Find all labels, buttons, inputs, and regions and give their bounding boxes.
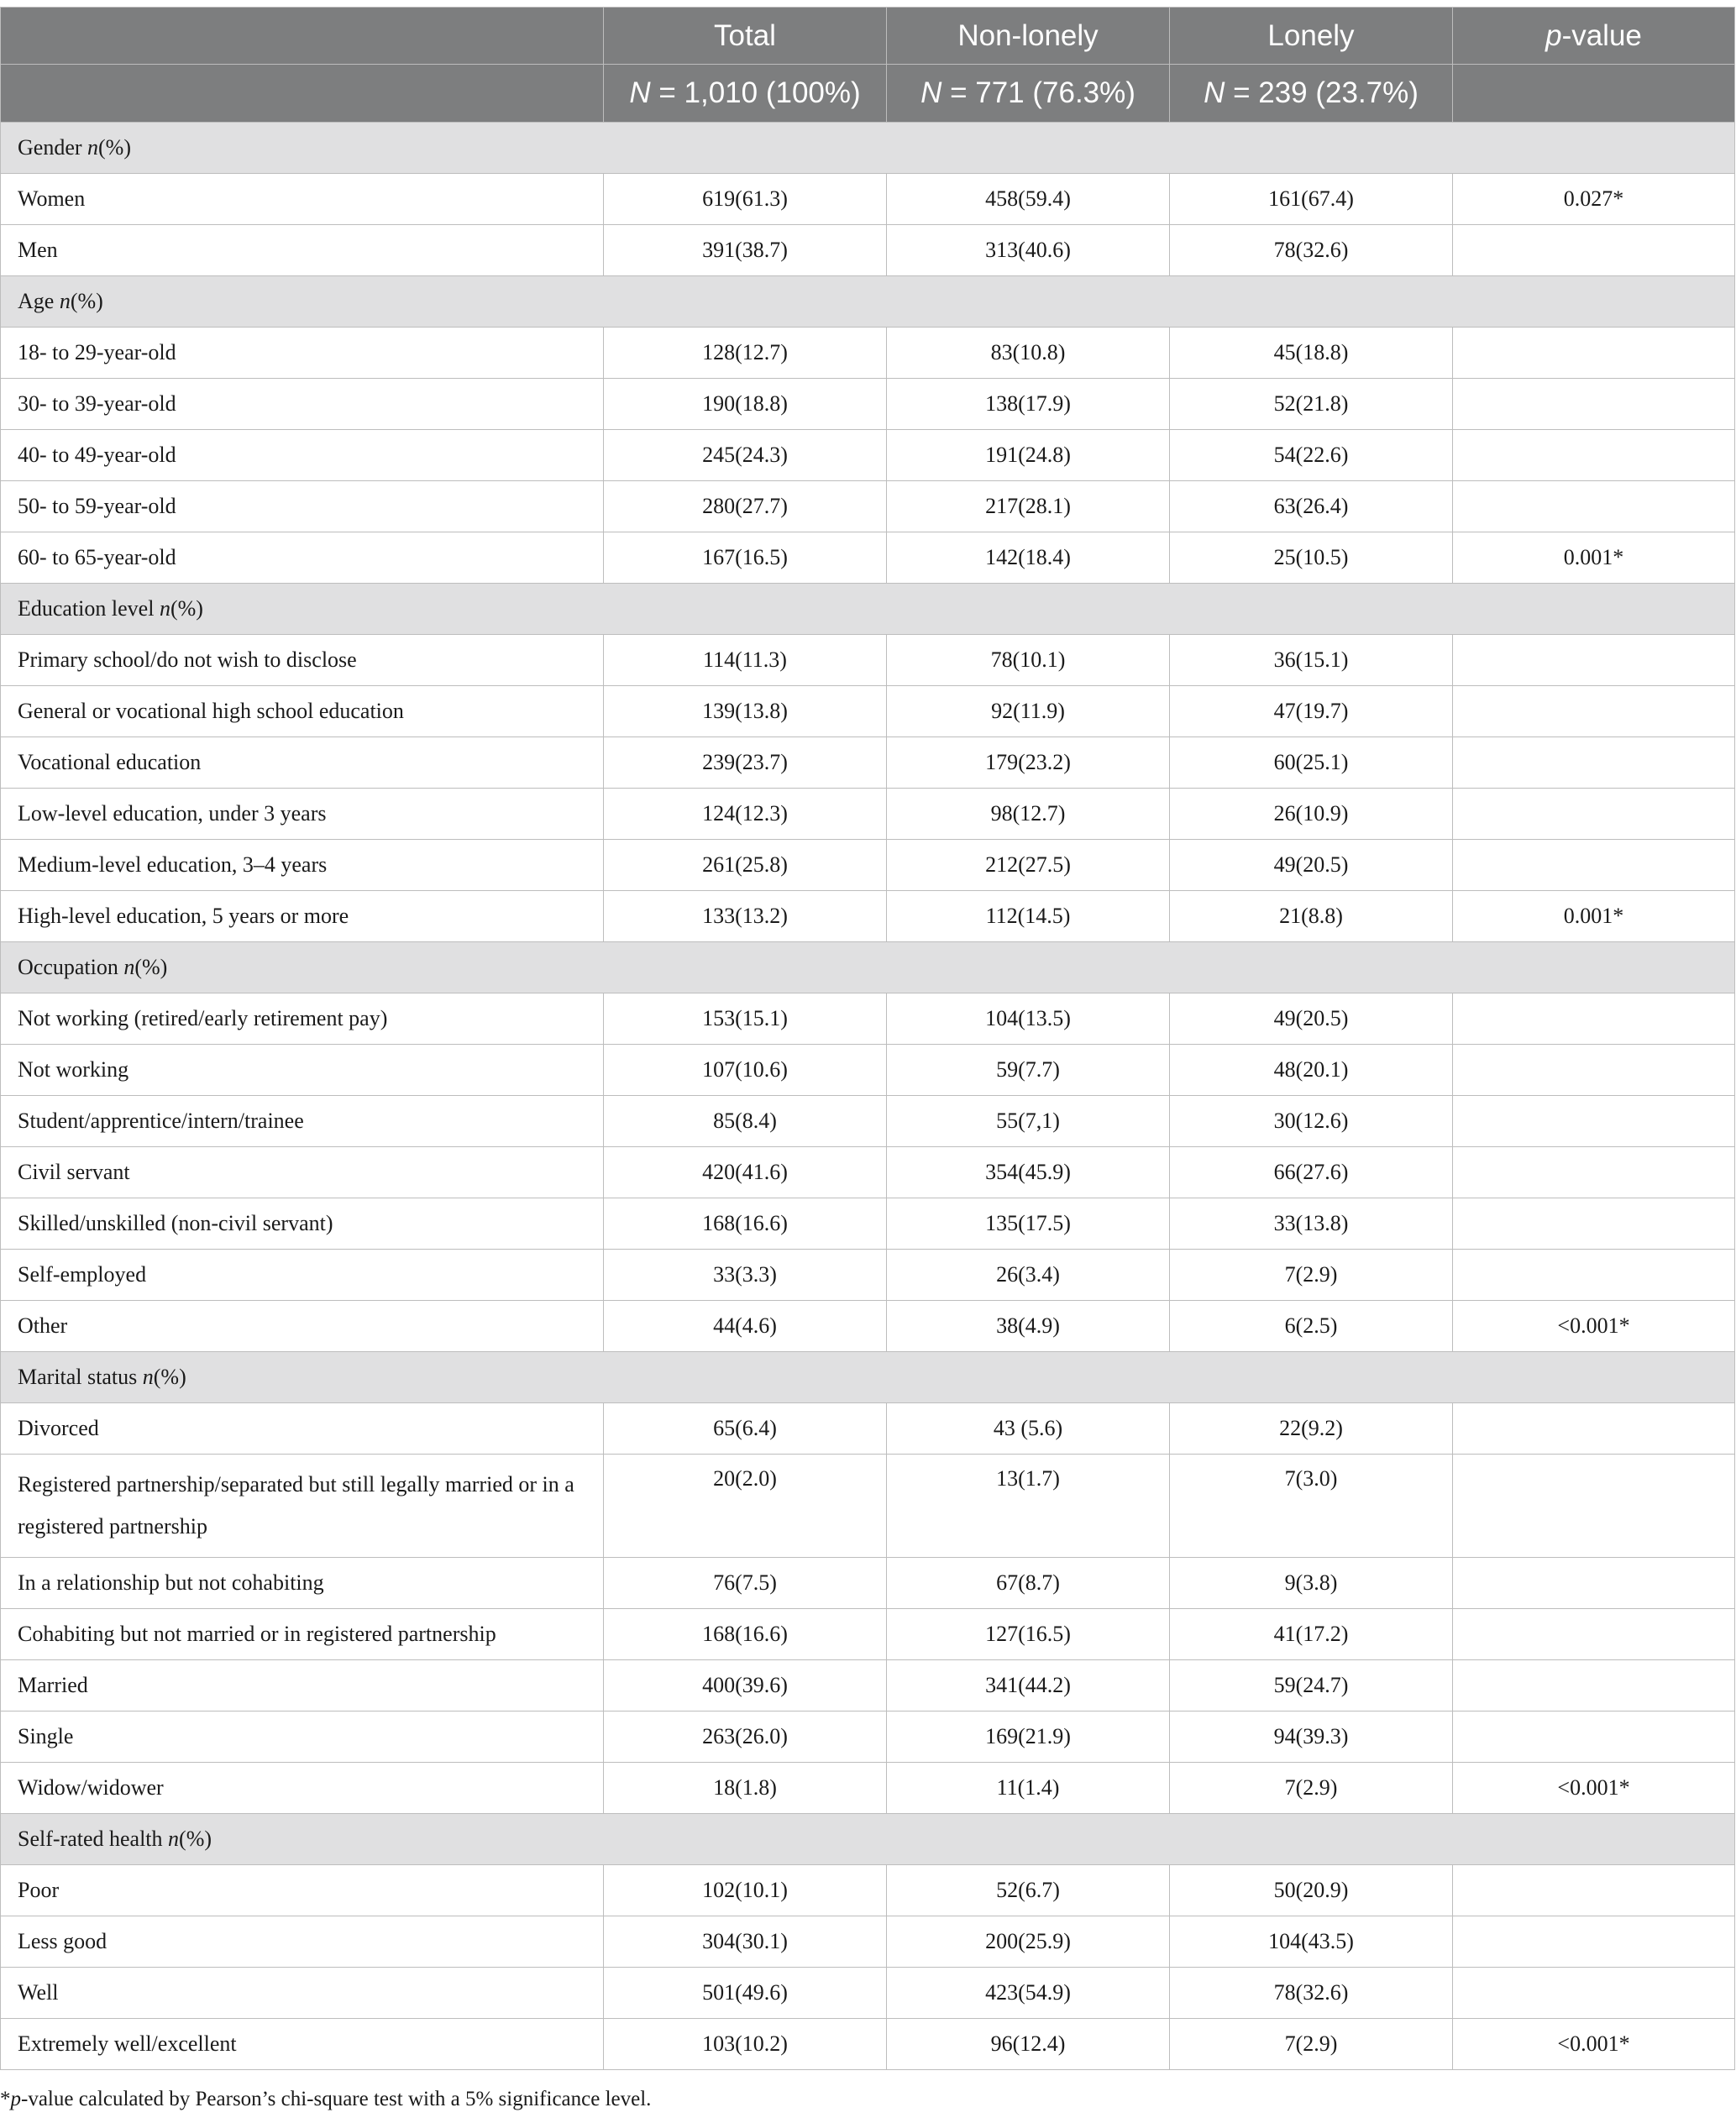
cell-lonely: 21(8.8) [1170, 891, 1453, 942]
cell-total: 33(3.3) [604, 1250, 887, 1301]
table-row [1, 2019, 1735, 2070]
header-p-value [1453, 8, 1735, 65]
section-row [1, 123, 1735, 174]
table-body [1, 123, 1735, 2070]
cell-non-lonely: 212(27.5) [887, 840, 1170, 891]
cell-total: 153(15.1) [604, 993, 887, 1045]
cell-label: Extremely well/excellent [1, 2019, 604, 2070]
section-title [1, 1352, 1735, 1403]
cell-non-lonely: 200(25.9) [887, 1916, 1170, 1968]
header-n-non-lonely-rest: = 771 (76.3%) [941, 76, 1135, 109]
cell-total: 168(16.6) [604, 1609, 887, 1660]
cell-total: 501(49.6) [604, 1968, 887, 2019]
section-row [1, 1814, 1735, 1865]
cell-non-lonely: 135(17.5) [887, 1198, 1170, 1250]
table-row [1, 1403, 1735, 1455]
cell-p-value: <0.001* [1453, 1763, 1735, 1814]
header-n-lonely [1170, 65, 1453, 123]
cell-total: 280(27.7) [604, 481, 887, 532]
table-row [1, 481, 1735, 532]
table-row [1, 686, 1735, 737]
cell-label: General or vocational high school education [1, 686, 604, 737]
cell-p-value [1453, 1916, 1735, 1968]
cell-lonely: 45(18.8) [1170, 328, 1453, 379]
cell-lonely: 78(32.6) [1170, 1968, 1453, 2019]
cell-non-lonely: 341(44.2) [887, 1660, 1170, 1712]
cell-lonely: 7(2.9) [1170, 2019, 1453, 2070]
cell-total: 261(25.8) [604, 840, 887, 891]
section-n-label: n [159, 596, 170, 621]
cell-total: 20(2.0) [604, 1455, 887, 1558]
cell-p-value [1453, 430, 1735, 481]
header-p-italic: p [1545, 18, 1562, 52]
cell-label: Not working (retired/early retirement pay) [1, 993, 604, 1045]
footnote-p: p [10, 2088, 21, 2110]
cell-total: 44(4.6) [604, 1301, 887, 1352]
header-p-rest: -value [1561, 18, 1642, 52]
cell-total: 85(8.4) [604, 1096, 887, 1147]
header-blank-3 [1453, 65, 1735, 123]
cell-label: Vocational education [1, 737, 604, 789]
section-pct-label: (%) [70, 289, 103, 313]
table-row [1, 1198, 1735, 1250]
cell-non-lonely: 78(10.1) [887, 635, 1170, 686]
section-row [1, 276, 1735, 328]
table-row [1, 1096, 1735, 1147]
cell-non-lonely: 26(3.4) [887, 1250, 1170, 1301]
cell-non-lonely: 423(54.9) [887, 1968, 1170, 2019]
cell-lonely: 59(24.7) [1170, 1660, 1453, 1712]
cell-total: 107(10.6) [604, 1045, 887, 1096]
cell-total: 102(10.1) [604, 1865, 887, 1916]
cell-lonely: 50(20.9) [1170, 1865, 1453, 1916]
table-row [1, 1301, 1735, 1352]
cell-label: Low-level education, under 3 years [1, 789, 604, 840]
cell-total: 190(18.8) [604, 379, 887, 430]
table-row [1, 1763, 1735, 1814]
cell-total: 65(6.4) [604, 1403, 887, 1455]
cell-non-lonely: 55(7,1) [887, 1096, 1170, 1147]
cell-lonely: 9(3.8) [1170, 1558, 1453, 1609]
cell-non-lonely: 104(13.5) [887, 993, 1170, 1045]
section-title [1, 1814, 1735, 1865]
cell-non-lonely: 96(12.4) [887, 2019, 1170, 2070]
cell-p-value: <0.001* [1453, 2019, 1735, 2070]
table-row [1, 174, 1735, 225]
cell-non-lonely: 67(8.7) [887, 1558, 1170, 1609]
cell-total: 76(7.5) [604, 1558, 887, 1609]
cell-non-lonely: 169(21.9) [887, 1712, 1170, 1763]
cell-lonely: 49(20.5) [1170, 993, 1453, 1045]
cell-p-value [1453, 481, 1735, 532]
cell-lonely: 63(26.4) [1170, 481, 1453, 532]
cell-non-lonely: 11(1.4) [887, 1763, 1170, 1814]
cell-lonely: 52(21.8) [1170, 379, 1453, 430]
cell-p-value [1453, 1968, 1735, 2019]
cell-p-value [1453, 737, 1735, 789]
header-non-lonely: Non-lonely [887, 8, 1170, 65]
cell-total: 139(13.8) [604, 686, 887, 737]
cell-label: 60- to 65-year-old [1, 532, 604, 584]
cell-total: 391(38.7) [604, 225, 887, 276]
cell-non-lonely: 13(1.7) [887, 1455, 1170, 1558]
cell-non-lonely: 191(24.8) [887, 430, 1170, 481]
cell-p-value: 0.001* [1453, 891, 1735, 942]
cell-lonely: 161(67.4) [1170, 174, 1453, 225]
section-title-text: Education level [18, 596, 155, 621]
cell-lonely: 7(2.9) [1170, 1250, 1453, 1301]
cell-p-value: 0.027* [1453, 174, 1735, 225]
cell-label: Not working [1, 1045, 604, 1096]
cell-non-lonely: 142(18.4) [887, 532, 1170, 584]
demographics-table [0, 7, 1735, 2070]
section-pct-label: (%) [170, 596, 203, 621]
cell-lonely: 104(43.5) [1170, 1916, 1453, 1968]
table-row [1, 1558, 1735, 1609]
cell-non-lonely: 138(17.9) [887, 379, 1170, 430]
cell-label: Registered partnership/separated but still legally married or in a registered partnership [1, 1455, 604, 1558]
cell-label: Women [1, 174, 604, 225]
table-row [1, 1609, 1735, 1660]
table-row [1, 891, 1735, 942]
cell-label: Medium-level education, 3–4 years [1, 840, 604, 891]
cell-lonely: 66(27.6) [1170, 1147, 1453, 1198]
table-row [1, 1968, 1735, 2019]
section-title [1, 942, 1735, 993]
table-row [1, 1045, 1735, 1096]
header-n-total [604, 65, 887, 123]
header-n-total-rest: = 1,010 (100%) [650, 76, 861, 109]
section-pct-label: (%) [98, 135, 131, 160]
header-lonely: Lonely [1170, 8, 1453, 65]
section-n-label: n [59, 289, 71, 313]
table-row [1, 1916, 1735, 1968]
header-row-1 [1, 8, 1735, 65]
footnote-text: -value calculated by Pearson’s chi-square test with a 5% significance level. [21, 2088, 652, 2110]
cell-non-lonely: 38(4.9) [887, 1301, 1170, 1352]
cell-p-value [1453, 1403, 1735, 1455]
cell-non-lonely: 127(16.5) [887, 1609, 1170, 1660]
cell-non-lonely: 92(11.9) [887, 686, 1170, 737]
table-row [1, 1712, 1735, 1763]
cell-label: Other [1, 1301, 604, 1352]
cell-p-value [1453, 1660, 1735, 1712]
cell-p-value: 0.001* [1453, 532, 1735, 584]
cell-label: Skilled/unskilled (non-civil servant) [1, 1198, 604, 1250]
cell-p-value [1453, 1147, 1735, 1198]
table-row [1, 225, 1735, 276]
section-title-text: Age [18, 289, 55, 313]
cell-label: Cohabiting but not married or in registered partnership [1, 1609, 604, 1660]
cell-lonely: 26(10.9) [1170, 789, 1453, 840]
cell-label: In a relationship but not cohabiting [1, 1558, 604, 1609]
cell-total: 103(10.2) [604, 2019, 887, 2070]
cell-p-value [1453, 379, 1735, 430]
table-row [1, 635, 1735, 686]
cell-label: 30- to 39-year-old [1, 379, 604, 430]
section-title-text: Marital status [18, 1365, 138, 1389]
cell-p-value [1453, 635, 1735, 686]
header-blank [1, 8, 604, 65]
cell-lonely: 94(39.3) [1170, 1712, 1453, 1763]
cell-p-value [1453, 1609, 1735, 1660]
table-container [0, 7, 1736, 2070]
cell-p-value [1453, 328, 1735, 379]
section-n-label: n [87, 135, 99, 160]
header-n-non-lonely-n: N [920, 76, 942, 109]
table-row [1, 379, 1735, 430]
section-title [1, 123, 1735, 174]
cell-total: 304(30.1) [604, 1916, 887, 1968]
section-n-label: n [142, 1365, 154, 1389]
section-title-text: Gender [18, 135, 82, 160]
cell-p-value [1453, 1198, 1735, 1250]
section-n-label: n [168, 1827, 180, 1851]
section-pct-label: (%) [153, 1365, 186, 1389]
table-row [1, 532, 1735, 584]
cell-non-lonely: 59(7.7) [887, 1045, 1170, 1096]
cell-label: Well [1, 1968, 604, 2019]
header-n-lonely-rest: = 239 (23.7%) [1225, 76, 1419, 109]
cell-label: 40- to 49-year-old [1, 430, 604, 481]
cell-p-value [1453, 840, 1735, 891]
cell-total: 420(41.6) [604, 1147, 887, 1198]
cell-p-value [1453, 789, 1735, 840]
cell-non-lonely: 313(40.6) [887, 225, 1170, 276]
cell-label: 18- to 29-year-old [1, 328, 604, 379]
cell-total: 400(39.6) [604, 1660, 887, 1712]
header-n-non-lonely [887, 65, 1170, 123]
cell-lonely: 48(20.1) [1170, 1045, 1453, 1096]
cell-non-lonely: 83(10.8) [887, 328, 1170, 379]
cell-p-value [1453, 1250, 1735, 1301]
cell-label: Self-employed [1, 1250, 604, 1301]
cell-label: Widow/widower [1, 1763, 604, 1814]
cell-p-value [1453, 993, 1735, 1045]
header-total: Total [604, 8, 887, 65]
cell-p-value [1453, 1558, 1735, 1609]
cell-non-lonely: 354(45.9) [887, 1147, 1170, 1198]
cell-non-lonely: 458(59.4) [887, 174, 1170, 225]
cell-p-value [1453, 686, 1735, 737]
cell-total: 245(24.3) [604, 430, 887, 481]
cell-label: Divorced [1, 1403, 604, 1455]
section-title-text: Self-rated health [18, 1827, 163, 1851]
cell-label: High-level education, 5 years or more [1, 891, 604, 942]
cell-lonely: 6(2.5) [1170, 1301, 1453, 1352]
table-row [1, 1147, 1735, 1198]
section-row [1, 1352, 1735, 1403]
table-row [1, 1455, 1735, 1558]
section-row [1, 584, 1735, 635]
cell-total: 239(23.7) [604, 737, 887, 789]
table-header [1, 8, 1735, 123]
cell-label: Married [1, 1660, 604, 1712]
table-row [1, 993, 1735, 1045]
cell-label: Men [1, 225, 604, 276]
section-row [1, 942, 1735, 993]
cell-lonely: 25(10.5) [1170, 532, 1453, 584]
cell-lonely: 78(32.6) [1170, 225, 1453, 276]
cell-p-value [1453, 1712, 1735, 1763]
cell-label: Less good [1, 1916, 604, 1968]
section-pct-label: (%) [134, 955, 168, 979]
cell-total: 124(12.3) [604, 789, 887, 840]
cell-non-lonely: 98(12.7) [887, 789, 1170, 840]
header-n-total-n: N [629, 76, 651, 109]
cell-lonely: 7(3.0) [1170, 1455, 1453, 1558]
cell-label: Student/apprentice/intern/trainee [1, 1096, 604, 1147]
cell-non-lonely: 217(28.1) [887, 481, 1170, 532]
cell-lonely: 36(15.1) [1170, 635, 1453, 686]
footnote [0, 2088, 651, 2111]
cell-p-value [1453, 1045, 1735, 1096]
table-row [1, 430, 1735, 481]
cell-label: Primary school/do not wish to disclose [1, 635, 604, 686]
cell-p-value [1453, 225, 1735, 276]
section-title-text: Occupation [18, 955, 118, 979]
cell-lonely: 22(9.2) [1170, 1403, 1453, 1455]
cell-total: 133(13.2) [604, 891, 887, 942]
section-pct-label: (%) [179, 1827, 212, 1851]
cell-p-value [1453, 1865, 1735, 1916]
cell-label: 50- to 59-year-old [1, 481, 604, 532]
cell-total: 18(1.8) [604, 1763, 887, 1814]
table-row [1, 1865, 1735, 1916]
section-title [1, 584, 1735, 635]
cell-non-lonely: 43 (5.6) [887, 1403, 1170, 1455]
cell-lonely: 49(20.5) [1170, 840, 1453, 891]
table-row [1, 1250, 1735, 1301]
cell-non-lonely: 179(23.2) [887, 737, 1170, 789]
table-row [1, 789, 1735, 840]
header-n-lonely-n: N [1204, 76, 1225, 109]
cell-lonely: 30(12.6) [1170, 1096, 1453, 1147]
table-row [1, 1660, 1735, 1712]
cell-non-lonely: 52(6.7) [887, 1865, 1170, 1916]
cell-total: 263(26.0) [604, 1712, 887, 1763]
table-row [1, 840, 1735, 891]
cell-total: 619(61.3) [604, 174, 887, 225]
cell-total: 167(16.5) [604, 532, 887, 584]
cell-lonely: 7(2.9) [1170, 1763, 1453, 1814]
cell-p-value [1453, 1096, 1735, 1147]
cell-label: Civil servant [1, 1147, 604, 1198]
table-row [1, 737, 1735, 789]
header-row-2 [1, 65, 1735, 123]
cell-lonely: 47(19.7) [1170, 686, 1453, 737]
section-title [1, 276, 1735, 328]
cell-lonely: 54(22.6) [1170, 430, 1453, 481]
cell-total: 168(16.6) [604, 1198, 887, 1250]
footnote-star: * [0, 2088, 11, 2110]
section-n-label: n [123, 955, 135, 979]
cell-lonely: 33(13.8) [1170, 1198, 1453, 1250]
cell-label: Poor [1, 1865, 604, 1916]
cell-lonely: 41(17.2) [1170, 1609, 1453, 1660]
cell-total: 128(12.7) [604, 328, 887, 379]
cell-p-value: <0.001* [1453, 1301, 1735, 1352]
cell-non-lonely: 112(14.5) [887, 891, 1170, 942]
table-row [1, 328, 1735, 379]
header-blank-2 [1, 65, 604, 123]
cell-lonely: 60(25.1) [1170, 737, 1453, 789]
cell-p-value [1453, 1455, 1735, 1558]
cell-label: Single [1, 1712, 604, 1763]
cell-total: 114(11.3) [604, 635, 887, 686]
